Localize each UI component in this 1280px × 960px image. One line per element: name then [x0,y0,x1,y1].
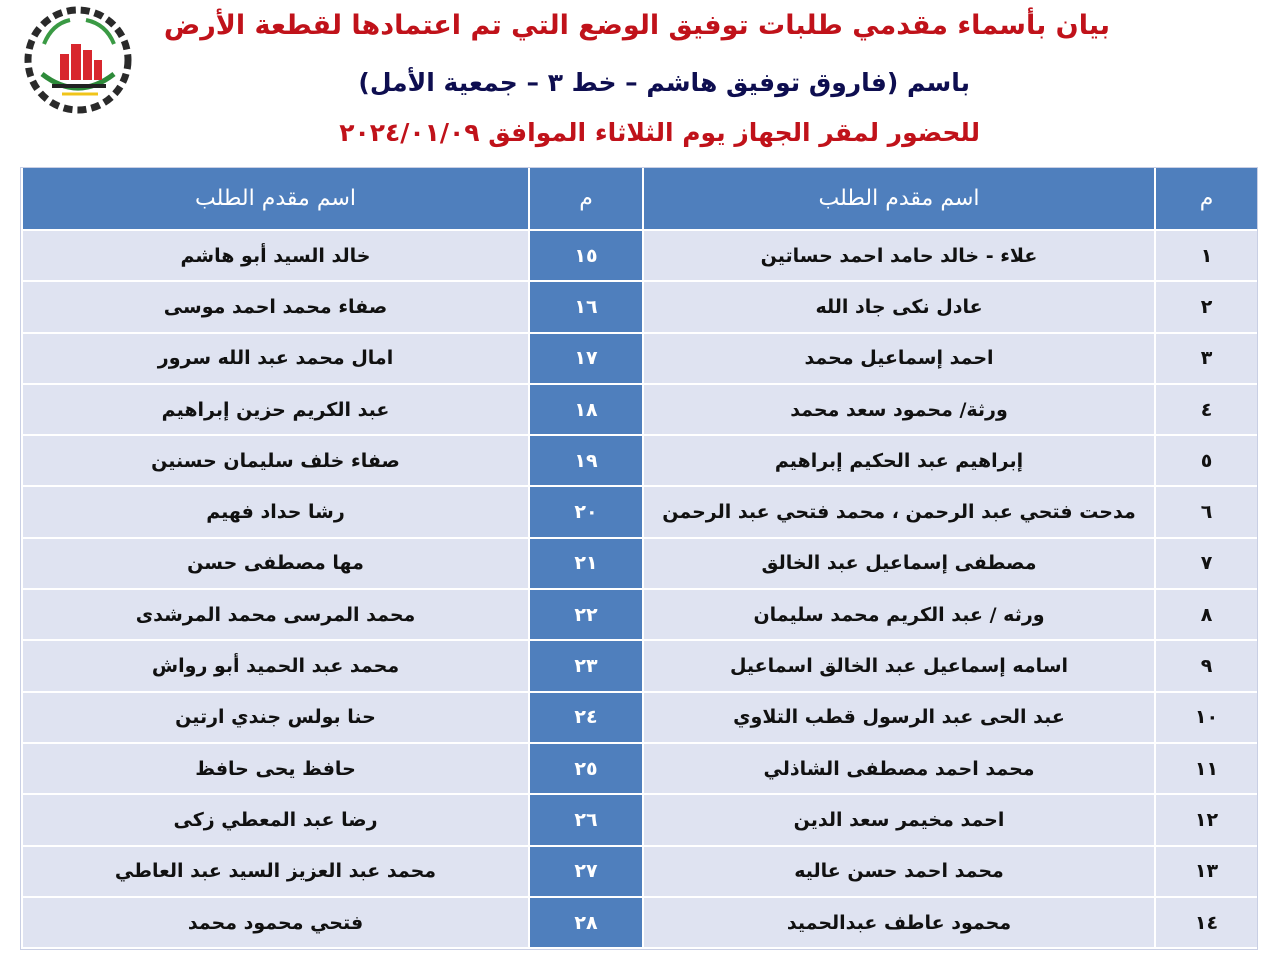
row-name-right: ورثه / عبد الكريم محمد سليمان [642,590,1154,641]
row-num-left: ١٧ [528,334,642,385]
row-name-right: مصطفى إسماعيل عبد الخالق [642,539,1154,590]
agency-logo [22,4,134,116]
row-num-right: ١٢ [1154,795,1257,846]
title-line-3: للحضور لمقر الجهاز يوم الثلاثاء الموافق ٢٠٢٤/٠١/٠٩ [339,118,980,147]
document-header [0,0,1280,165]
row-num-left: ١٨ [528,385,642,436]
row-name-left: حنا بولس جندي ارتين [21,693,528,744]
row-num-right: ٢ [1154,282,1257,333]
title-line-1: بيان بأسماء مقدمي طلبات توفيق الوضع التي تم اعتمادها لقطعة الأرض [163,10,1110,41]
row-name-left: صفاء خلف سليمان حسنين [21,436,528,487]
row-name-left: عبد الكريم حزين إبراهيم [21,385,528,436]
row-name-right: احمد مخيمر سعد الدين [642,795,1154,846]
row-num-right: ١٠ [1154,693,1257,744]
row-num-left: ١٩ [528,436,642,487]
row-num-right: ٩ [1154,641,1257,692]
row-num-left: ٢٣ [528,641,642,692]
row-name-right: اسامه إسماعيل عبد الخالق اسماعيل [642,641,1154,692]
row-num-right: ١ [1154,231,1257,282]
row-num-left: ٢٤ [528,693,642,744]
row-name-left: فتحي محمود محمد [21,898,528,949]
row-name-right: عادل نكى جاد الله [642,282,1154,333]
header-name-right: اسم مقدم الطلب [642,168,1154,231]
row-name-left: خالد السيد أبو هاشم [21,231,528,282]
row-num-right: ٦ [1154,487,1257,538]
row-num-left: ١٥ [528,231,642,282]
row-name-left: مها مصطفى حسن [21,539,528,590]
row-num-right: ٥ [1154,436,1257,487]
row-name-left: امال محمد عبد الله سرور [21,334,528,385]
applicants-table [20,167,1258,950]
row-name-right: محمد احمد حسن عاليه [642,847,1154,898]
header-num-left: م [528,168,642,231]
row-name-left: محمد عبد الحميد أبو رواش [21,641,528,692]
row-num-left: ٢٠ [528,487,642,538]
row-name-right: مدحت فتحي عبد الرحمن ، محمد فتحي عبد الرحمن [642,487,1154,538]
row-name-right: احمد إسماعيل محمد [642,334,1154,385]
applicants-grid [21,168,1257,949]
row-num-right: ١٣ [1154,847,1257,898]
row-name-right: علاء - خالد حامد احمد حساتين [642,231,1154,282]
header-num-right: م [1154,168,1257,231]
row-num-right: ١٤ [1154,898,1257,949]
row-name-left: حافظ يحى حافظ [21,744,528,795]
row-num-right: ٤ [1154,385,1257,436]
row-name-right: ورثة/ محمود سعد محمد [642,385,1154,436]
row-name-left: رشا حداد فهيم [21,487,528,538]
row-name-left: محمد عبد العزيز السيد عبد العاطي [21,847,528,898]
row-name-left: صفاء محمد احمد موسى [21,282,528,333]
header-name-left: اسم مقدم الطلب [21,168,528,231]
row-name-left: رضا عبد المعطي زكى [21,795,528,846]
row-num-left: ٢٦ [528,795,642,846]
row-num-right: ١١ [1154,744,1257,795]
row-name-left: محمد المرسى محمد المرشدى [21,590,528,641]
row-name-right: محمد احمد مصطفى الشاذلي [642,744,1154,795]
row-name-right: محمود عاطف عبدالحميد [642,898,1154,949]
row-num-left: ٢٨ [528,898,642,949]
row-num-left: ٢٢ [528,590,642,641]
row-num-left: ٢١ [528,539,642,590]
row-name-right: إبراهيم عبد الحكيم إبراهيم [642,436,1154,487]
row-num-left: ٢٧ [528,847,642,898]
row-num-left: ٢٥ [528,744,642,795]
row-name-right: عبد الحى عبد الرسول قطب التلاوي [642,693,1154,744]
row-num-right: ٧ [1154,539,1257,590]
row-num-right: ٨ [1154,590,1257,641]
title-line-2: باسم (فاروق توفيق هاشم – خط ٣ – جمعية الأمل) [358,68,970,97]
row-num-right: ٣ [1154,334,1257,385]
buildings-gear-logo-icon [22,4,134,116]
row-num-left: ١٦ [528,282,642,333]
